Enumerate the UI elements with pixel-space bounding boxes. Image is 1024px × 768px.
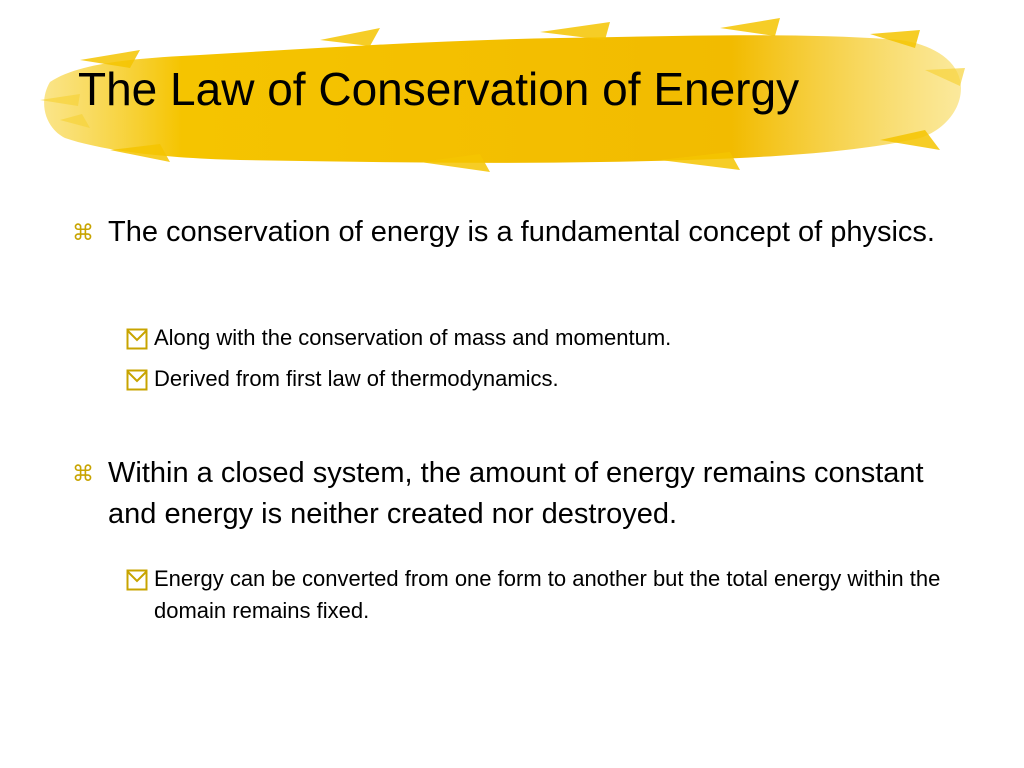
bullet-item: Within a closed system, the amount of energy remains constant and energy is neither created nor destroyed.	[108, 457, 924, 530]
slide-title: The Law of Conservation of Energy	[78, 63, 800, 115]
envelope-checkbox-icon	[126, 369, 148, 391]
envelope-checkbox-icon	[126, 328, 148, 350]
envelope-checkbox-icon	[126, 569, 148, 591]
sub-bullet-item: Energy can be converted from one form to another but the total energy within the domain remains fixed.	[154, 566, 941, 623]
sub-bullet-item: Along with the conservation of mass and momentum.	[154, 325, 672, 350]
sub-bullet-item: Derived from first law of thermodynamics.	[154, 366, 559, 391]
bullet-command-icon: ⌘	[72, 220, 94, 245]
bullet-command-icon: ⌘	[72, 461, 94, 486]
bullet-item: The conservation of energy is a fundamental concept of physics.	[108, 216, 935, 248]
